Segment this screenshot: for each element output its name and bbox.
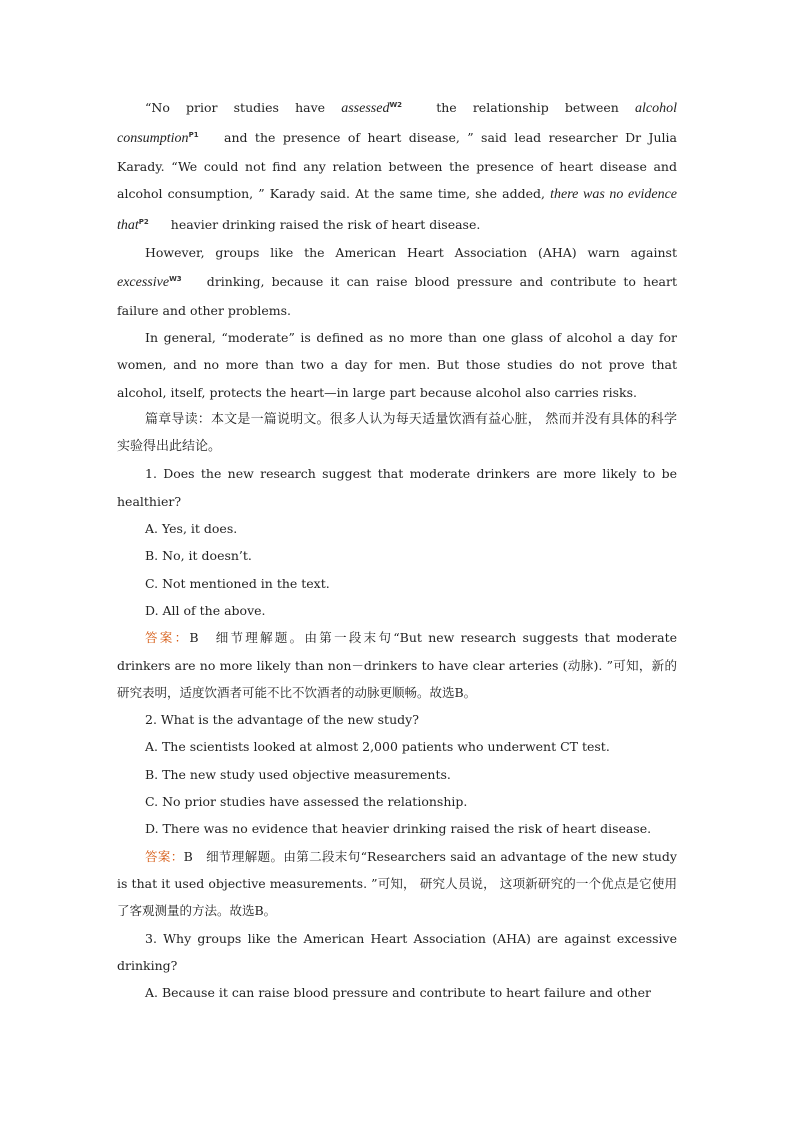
vocab-marker: W2: [389, 101, 403, 109]
question-1-option-a: A. Yes, it does.: [145, 521, 238, 537]
paragraph-3: In general, “moderate” is defined as no more than one glass of alcohol a day for women, and no more than two a day for men. But those studies do not prove that alcohol, itself, protects the heart—in large part because alcohol also carries risks.: [117, 330, 677, 400]
question-1-option-b: B. No, it doesn’t.: [145, 548, 252, 564]
answer-label: 答案：: [145, 848, 184, 864]
phrase-marker: P1: [188, 131, 199, 140]
text: “No prior studies have: [145, 100, 342, 116]
paragraph-2: [117, 239, 677, 324]
phrase-marker: P2: [138, 217, 149, 226]
text: heavier drinking raised the risk of heart disease.: [166, 216, 481, 232]
answer-explanation: B 细节理解题。由第一段末句“But new research suggests that moderate drinkers are no more likely than non－drinkers to have clear arteries (动脉). ”可知，新的研究表明，适度饮酒者可能不比不饮酒者的动脉更顺畅。故选B。: [117, 630, 677, 700]
question-2-option-a: A. The scientists looked at almost 2,000 patients who underwent CT test.: [145, 739, 610, 755]
question-1-option-c: C. Not mentioned in the text.: [145, 575, 330, 591]
passage-guide: 篇章导读：本文是一篇说明文。很多人认为每天适量饮酒有益心脏， 然而并没有具体的科学实验得出此结论。: [117, 411, 677, 455]
italic-term: there was no evidence that: [117, 187, 677, 233]
italic-term: alcohol consumption: [117, 101, 677, 147]
question-1-option-d: D. All of the above.: [145, 602, 266, 618]
question-2-stem: 2. What is the advantage of the new study?: [145, 712, 419, 728]
italic-term: assessed: [341, 101, 390, 117]
text: However, groups like the American Heart Association (AHA) warn against: [145, 244, 677, 260]
question-2-option-d: D. There was no evidence that heavier drinking raised the risk of heart disease.: [145, 821, 652, 837]
question-3-stem: 3. Why groups like the American Heart Association (AHA) are against excessive drinking?: [117, 930, 677, 973]
document-page: [117, 92, 677, 1006]
question-1-answer: [117, 624, 677, 706]
text: the relationship between: [420, 100, 635, 116]
text: and the presence of heart disease, ” said lead researcher Dr Julia Karady. “We could not find any relation between the presence of heart disease and alcohol consumption, ” Karady said. At the same time, she added,: [117, 130, 677, 202]
italic-term: excessive: [117, 275, 170, 291]
question-2-option-b: B. The new study used objective measurements.: [145, 766, 451, 782]
question-1-stem: 1. Does the new research suggest that moderate drinkers are more likely to be healthier?: [117, 466, 677, 509]
paragraph-1: [117, 92, 677, 239]
vocab-marker: W3: [169, 275, 182, 284]
question-2-option-c: C. No prior studies have assessed the relationship.: [145, 794, 468, 810]
answer-label: 答案：: [145, 630, 190, 646]
text: drinking, because it can raise blood pressure and contribute to heart failure and other problems.: [117, 274, 677, 318]
question-2-answer: [117, 843, 677, 925]
question-3-option-a: A. Because it can raise blood pressure and contribute to heart failure and other: [145, 985, 651, 1001]
answer-explanation: B 细节理解题。由第二段末句“Researchers said an advantage of the new study is that it used objective measurements. ”可知， 研究人员说， 这项新研究的一个优点是它使用了客观测量的方法。故选B。: [117, 848, 677, 919]
